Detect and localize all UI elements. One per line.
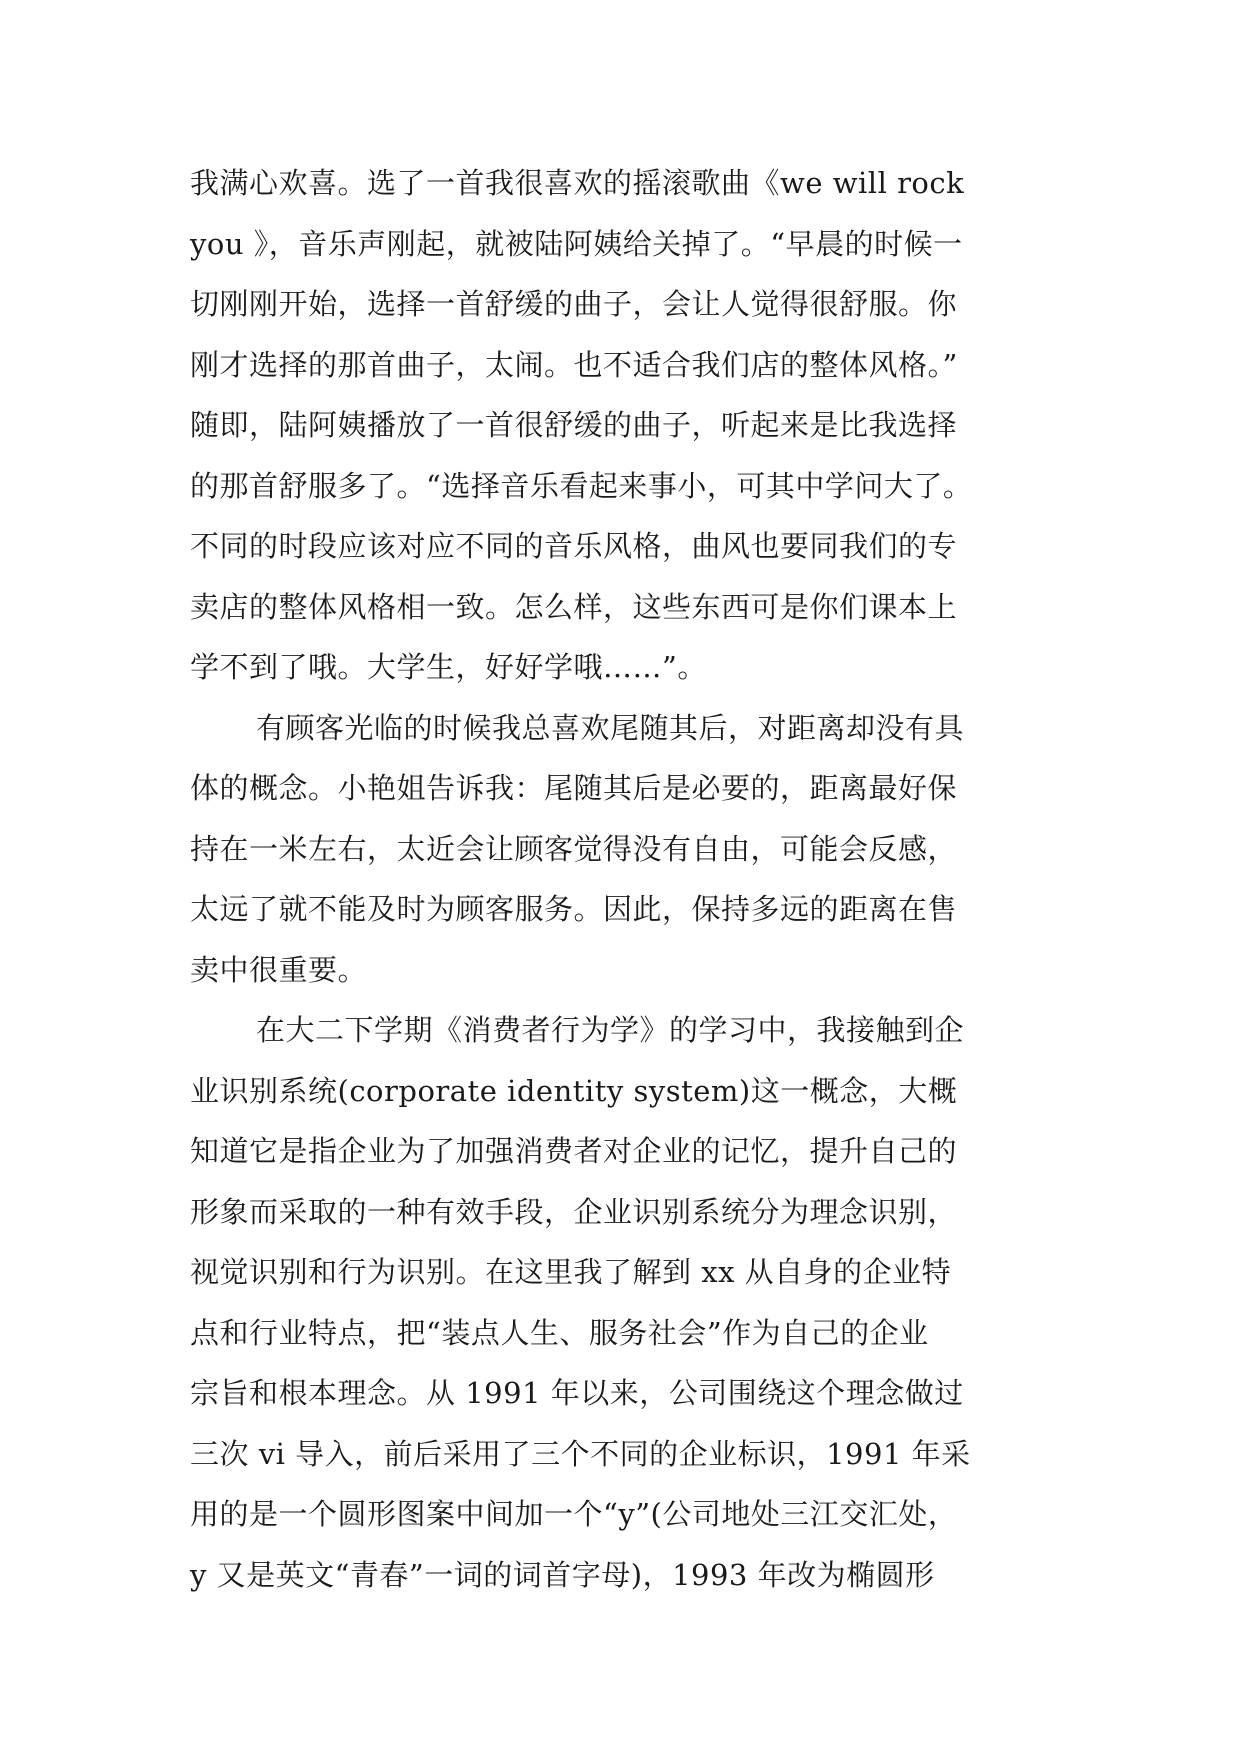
text-line: 卖店的整体风格相一致。怎么样，这些东西可是你们课本上	[190, 589, 958, 624]
text-line: 点和行业特点，把“装点人生、服务社会”作为自己的企业	[190, 1315, 929, 1350]
text-line: 业识别系统(corporate identity system)这一概念，大概	[190, 1073, 958, 1108]
text-line: 三次 vi 导入，前后采用了三个不同的企业标识，1991 年采	[190, 1436, 971, 1471]
paragraph-first-line: 在大二下学期《消费者行为学》的学习中，我接触到企	[256, 1013, 965, 1047]
text-line: 视觉识别和行为识别。在这里我了解到 xx 从自身的企业特	[190, 1255, 952, 1289]
paragraph-first-line: 有顾客光临的时候我总喜欢尾随其后，对距离却没有具	[256, 710, 965, 745]
text-line: y 又是英文“青春”一词的词首字母)，1993 年改为椭圆形	[190, 1557, 935, 1592]
text-line: 宗旨和根本理念。从 1991 年以来，公司围绕这个理念做过	[190, 1376, 964, 1410]
text-line: 持在一米左右，太近会让顾客觉得没有自由，可能会反感，	[190, 831, 958, 866]
document-body	[190, 153, 1070, 1605]
text-line: 随即，陆阿姨播放了一首很舒缓的曲子，听起来是比我选择	[190, 408, 958, 442]
text-line: you 》，音乐声刚起，就被陆阿姨给关掉了。“早晨的时候一	[190, 226, 963, 261]
text-line: 我满心欢喜。选了一首我很喜欢的摇滚歌曲《we will rock	[190, 166, 965, 200]
text-line: 切刚刚开始，选择一首舒缓的曲子，会让人觉得很舒服。你	[190, 287, 958, 321]
text-line: 刚才选择的那首曲子，太闹。也不适合我们店的整体风格。”	[190, 347, 958, 382]
text-line: 形象而采取的一种有效手段，企业识别系统分为理念识别，	[190, 1194, 958, 1229]
text-line: 不同的时段应该对应不同的音乐风格，曲风也要同我们的专	[190, 529, 958, 563]
text-line: 用的是一个圆形图案中间加一个“y”(公司地处三江交汇处，	[190, 1497, 958, 1531]
text-line: 的那首舒服多了。“选择音乐看起来事小，可其中学问大了。	[190, 468, 973, 503]
text-line: 体的概念。小艳姐告诉我：尾随其后是必要的，距离最好保	[190, 771, 958, 805]
text-line: 学不到了哦。大学生，好好学哦……”。	[190, 650, 707, 684]
text-line: 卖中很重要。	[190, 952, 368, 987]
text-line: 太远了就不能及时为顾客服务。因此，保持多远的距离在售	[190, 892, 958, 926]
text-line: 知道它是指企业为了加强消费者对企业的记忆，提升自己的	[190, 1134, 958, 1168]
